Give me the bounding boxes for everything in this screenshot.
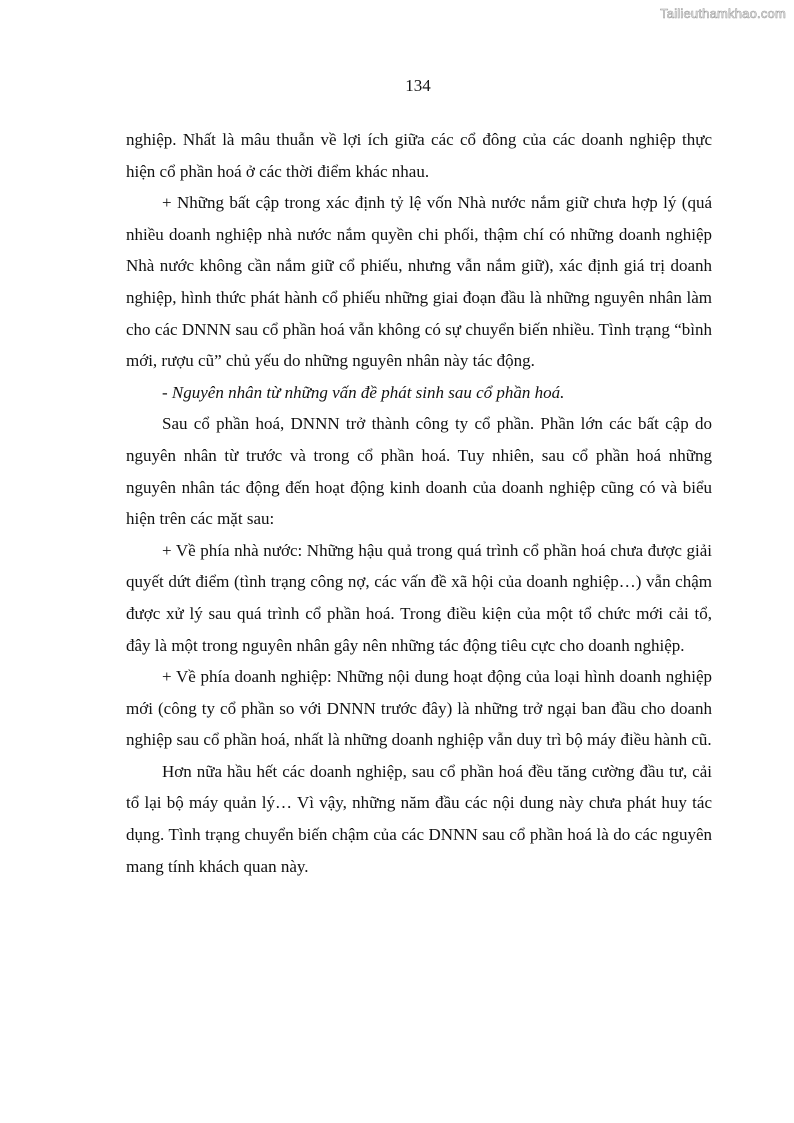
paragraph-conclusion: Hơn nữa hầu hết các doanh nghiệp, sau cổ phần hoá đều tăng cường đầu tư, cải tổ lại bộ máy quản lý… Vì vậy, những năm đầu các nội dung này chưa phát huy tác dụng. Tình trạng chuyển biến chậm của các DNNN sau cổ phần hoá là do các nguyên mang tính khách quan này. xyxy=(126,761,712,876)
paragraph-after-equitization: Sau cổ phần hoá, DNNN trở thành công ty cổ phần. Phần lớn các bất cập do nguyên nhân từ trước và trong cổ phần hoá. Tuy nhiên, sau cổ phần hoá những nguyên nhân tác động đến hoạt động kinh doanh của doanh nghiệp cũng có và biểu hiện trên các mặt sau: xyxy=(126,414,712,529)
page-number: 134 xyxy=(405,76,431,95)
paragraph-enterprise-side: + Về phía doanh nghiệp: Những nội dung hoạt động của loại hình doanh nghiệp mới (công ty cổ phần so với DNNN trước đây) là những trở ngại ban đầu cho doanh nghiệp sau cổ phần hoá, nhất là những doanh nghiệp vẫn duy trì bộ máy điều hành cũ. xyxy=(126,667,712,750)
section-heading-post-equitization-causes: - Nguyên nhân từ những vấn đề phát sinh sau cổ phần hoá. xyxy=(162,382,565,402)
paragraph-continuation: nghiệp. Nhất là mâu thuẫn về lợi ích giữa các cổ đông của các doanh nghiệp thực hiện cổ phần hoá ở các thời điểm khác nhau. xyxy=(126,130,712,181)
watermark: Tailieuthamkhao.com xyxy=(660,6,786,21)
paragraph-state-capital-issues: + Những bất cập trong xác định tỷ lệ vốn Nhà nước nắm giữ chưa hợp lý (quá nhiều doanh nghiệp nhà nước nắm quyền chi phối, thậm chí có những doanh nghiệp Nhà nước không cần nắm giữ cổ phiếu, nhưng vẫn nắm giữ), xác định giá trị doanh nghiệp, hình thức phát hành cổ phiếu những giai đoạn đầu là những nguyên nhân làm cho các DNNN sau cổ phần hoá vẫn không có sự chuyển biến nhiều. Tình trạng “bình mới, rượu cũ” chủ yếu do những nguyên nhân này tác động. xyxy=(126,193,712,371)
document-body xyxy=(126,124,712,882)
paragraph-state-side: + Về phía nhà nước: Những hậu quả trong quá trình cổ phần hoá chưa được giải quyết dứt điểm (tình trạng công nợ, các vấn đề xã hội của doanh nghiệp…) vẫn chậm được xử lý sau quá trình cổ phần hoá. Trong điều kiện của một tổ chức mới cải tổ, đây là một trong nguyên nhân gây nên những tác động tiêu cực cho doanh nghiệp. xyxy=(126,540,712,655)
